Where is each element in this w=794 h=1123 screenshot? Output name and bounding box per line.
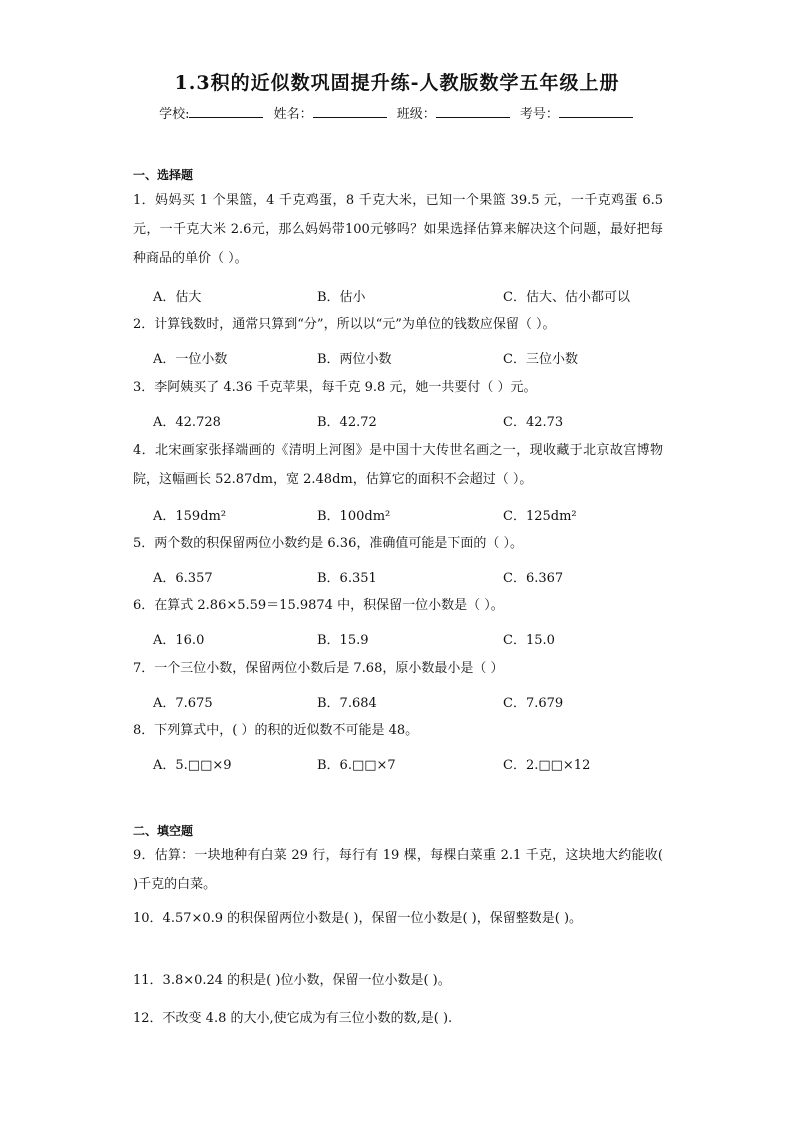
- question-12: 12．不改变 4.8 的大小,使它成为有三位小数的数,是( ).: [133, 1011, 453, 1026]
- option-a[interactable]: A．7.675: [153, 696, 213, 711]
- info-name: 姓名：: [274, 103, 389, 122]
- option-b[interactable]: B．6.351: [317, 571, 377, 586]
- option-c[interactable]: C．三位小数: [503, 352, 578, 367]
- question-2: 2．计算钱数时，通常只算到“分”，所以以“元”为单位的钱数应保留（ ）。: [133, 317, 556, 332]
- option-b[interactable]: B．两位小数: [317, 352, 392, 367]
- option-a[interactable]: A．42.728: [153, 415, 221, 430]
- option-b[interactable]: B．6.□□×7: [317, 758, 396, 773]
- option-b[interactable]: B．42.72: [317, 415, 377, 430]
- question-8: 8．下列算式中，( ）的积的近似数不可能是 48。: [133, 723, 419, 738]
- options-4: [153, 505, 673, 525]
- info-school: 学校:: [159, 103, 265, 122]
- option-c[interactable]: C．2.□□×12: [503, 758, 591, 773]
- option-b[interactable]: B．15.9: [317, 633, 369, 648]
- name-blank[interactable]: [313, 105, 387, 118]
- option-c[interactable]: C．估大、估小都可以: [503, 290, 630, 305]
- question-1: 1．妈妈买 1 个果篮，4 千克鸡蛋，8 千克大米，已知一个果篮 39.5 元，一千克鸡蛋 6.5 元，一千克大米 2.6元，那么妈妈带100元够吗？如果选择估算来解决这个问题，最好把每种商品的单价（ ）。: [133, 193, 663, 266]
- options-3: [153, 411, 673, 431]
- option-c[interactable]: C．15.0: [503, 633, 555, 648]
- question-7: 7．一个三位小数，保留两位小数后是 7.68，原小数最小是（ ）: [133, 661, 504, 676]
- options-1: [153, 286, 673, 306]
- section-title-fill: 二、填空题: [133, 824, 194, 838]
- school-blank[interactable]: [189, 105, 263, 118]
- option-a[interactable]: A．估大: [153, 290, 202, 305]
- exam-number-blank[interactable]: [559, 105, 633, 118]
- question-11: 11．3.8×0.24 的积是( )位小数，保留一位小数是( )。: [133, 973, 451, 988]
- section-title-choice: 一、选择题: [133, 168, 194, 182]
- option-c[interactable]: C．125dm²: [503, 509, 577, 524]
- option-b[interactable]: B．100dm²: [317, 509, 391, 524]
- option-a[interactable]: A．159dm²: [153, 509, 227, 524]
- option-a[interactable]: A．16.0: [153, 633, 205, 648]
- option-a[interactable]: A．6.357: [153, 571, 213, 586]
- question-10: 10．4.57×0.9 的积保留两位小数是( )，保留一位小数是( )，保留整数是( )。: [133, 911, 583, 926]
- info-exam-number: 考号：: [520, 103, 635, 122]
- info-class: 班级：: [397, 103, 512, 122]
- options-8: [153, 754, 673, 774]
- question-5: 5．两个数的积保留两位小数约是 6.36，准确值可能是下面的（ ）。: [133, 536, 523, 551]
- options-2: [153, 348, 673, 368]
- question-4: 4．北宋画家张择端画的《清明上河图》是中国十大传世名画之一，现收藏于北京故宫博物院，这幅画长 52.87dm，宽 2.48dm，估算它的面积不会超过（ ）。: [133, 443, 663, 487]
- question-6: 6．在算式 2.86×5.59＝15.9874 中，积保留一位小数是（ ）。: [133, 598, 504, 613]
- option-a[interactable]: A．一位小数: [153, 352, 228, 367]
- option-c[interactable]: C．7.679: [503, 696, 564, 711]
- options-5: [153, 567, 673, 587]
- option-c[interactable]: C．42.73: [503, 415, 564, 430]
- page-title: 1.3积的近似数巩固提升练-人教版数学五年级上册: [174, 72, 620, 94]
- option-a[interactable]: A．5.□□×9: [153, 758, 232, 773]
- option-c[interactable]: C．6.367: [503, 571, 564, 586]
- option-b[interactable]: B．7.684: [317, 696, 377, 711]
- question-3: 3．李阿姨买了 4.36 千克苹果，每千克 9.8 元，她一共要付（ ）元。: [133, 380, 537, 395]
- question-9: 9．估算：一块地种有白菜 29 行，每行有 19 棵，每棵白菜重 2.1 千克，这块地大约能收( )千克的白菜。: [133, 848, 663, 892]
- student-info-line: [0, 103, 794, 122]
- option-b[interactable]: B．估小: [317, 290, 366, 305]
- class-blank[interactable]: [436, 105, 510, 118]
- options-6: [153, 629, 673, 649]
- options-7: [153, 692, 673, 712]
